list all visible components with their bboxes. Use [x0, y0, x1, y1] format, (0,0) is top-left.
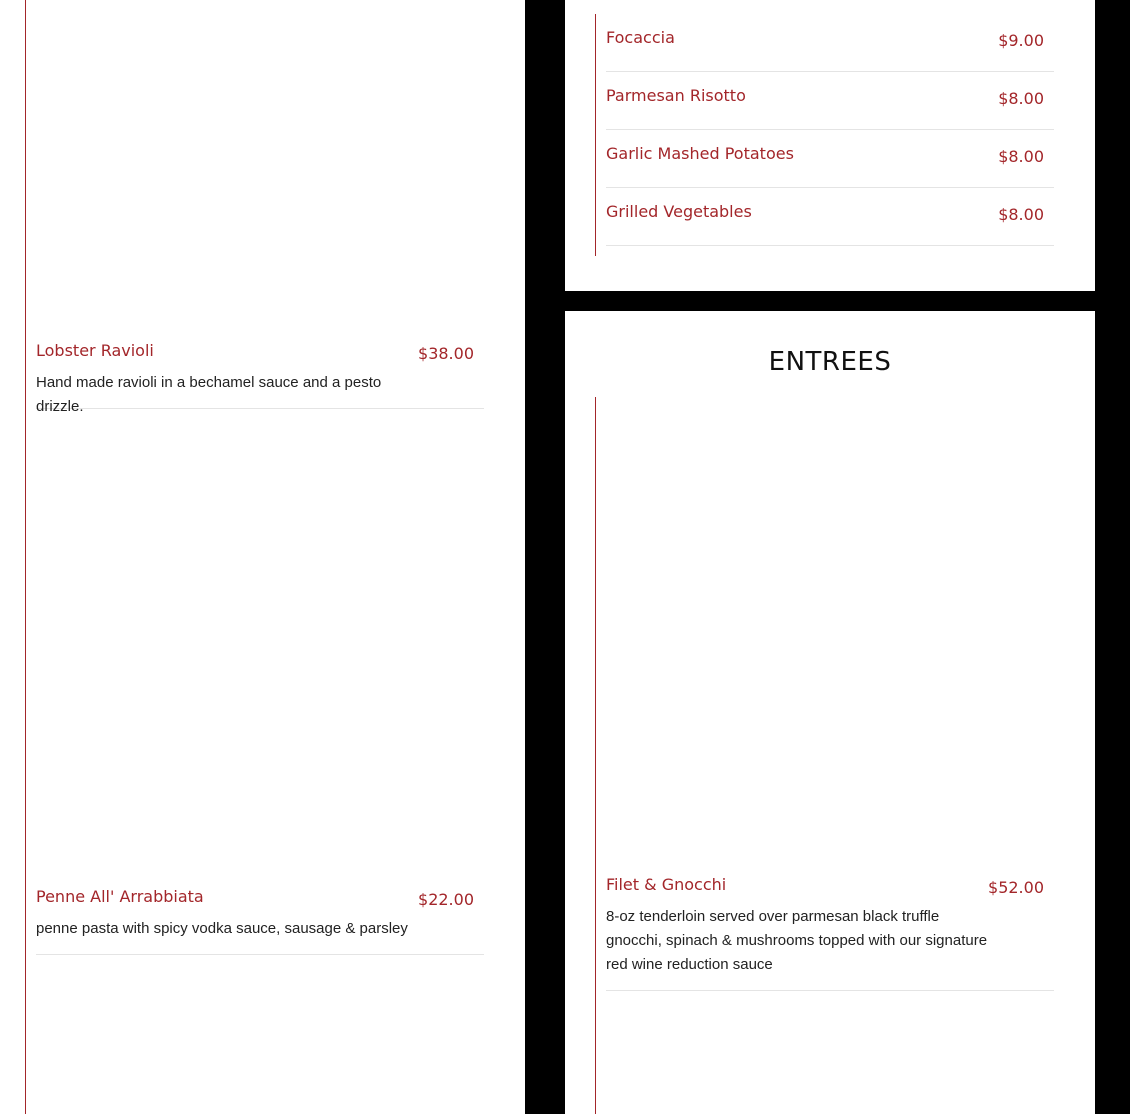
- item-name: Lobster Ravioli: [36, 341, 154, 360]
- item-name: Focaccia: [606, 28, 675, 47]
- menu-item-lobster-ravioli: [36, 341, 484, 415]
- item-description: Hand made ravioli in a bechamel sauce and a pesto drizzle.: [36, 374, 382, 415]
- item-description: 8-oz tenderloin served over parmesan black truffle gnocchi, spinach & mushrooms topped with our signature red wine reduction sauce: [606, 908, 988, 973]
- entrees-menu-card: [565, 311, 1095, 1114]
- sides-accent-rule: [595, 14, 596, 256]
- item-name: Filet & Gnocchi: [606, 875, 727, 894]
- menu-item-grilled-vegetables: [606, 202, 1054, 246]
- sides-menu-card: [565, 0, 1095, 291]
- item-name: Penne All' Arrabbiata: [36, 887, 204, 906]
- item-price: $22.00: [418, 890, 474, 909]
- section-title: ENTREES: [768, 347, 892, 377]
- item-price: $38.00: [418, 344, 474, 363]
- item-price: $9.00: [998, 31, 1044, 50]
- item-price: $8.00: [998, 205, 1044, 224]
- item-name: Parmesan Risotto: [606, 86, 746, 105]
- menu-item-parmesan-risotto: [606, 86, 1054, 130]
- menu-item-focaccia: [606, 28, 1054, 72]
- item-price: $8.00: [998, 89, 1044, 108]
- item-price: $8.00: [998, 147, 1044, 166]
- entrees-accent-rule: [595, 397, 596, 1114]
- menu-item-filet-gnocchi: [606, 875, 1054, 991]
- menu-item-penne-arrabbiata: [36, 887, 484, 955]
- menu-item-garlic-mashed-potatoes: [606, 144, 1054, 188]
- pasta-menu-panel: [0, 0, 525, 1114]
- item-price: $52.00: [988, 878, 1044, 897]
- pasta-accent-rule: [25, 0, 26, 1114]
- item-name: Garlic Mashed Potatoes: [606, 144, 794, 163]
- item-description: penne pasta with spicy vodka sauce, sausage & parsley: [36, 920, 408, 937]
- item-name: Grilled Vegetables: [606, 202, 752, 221]
